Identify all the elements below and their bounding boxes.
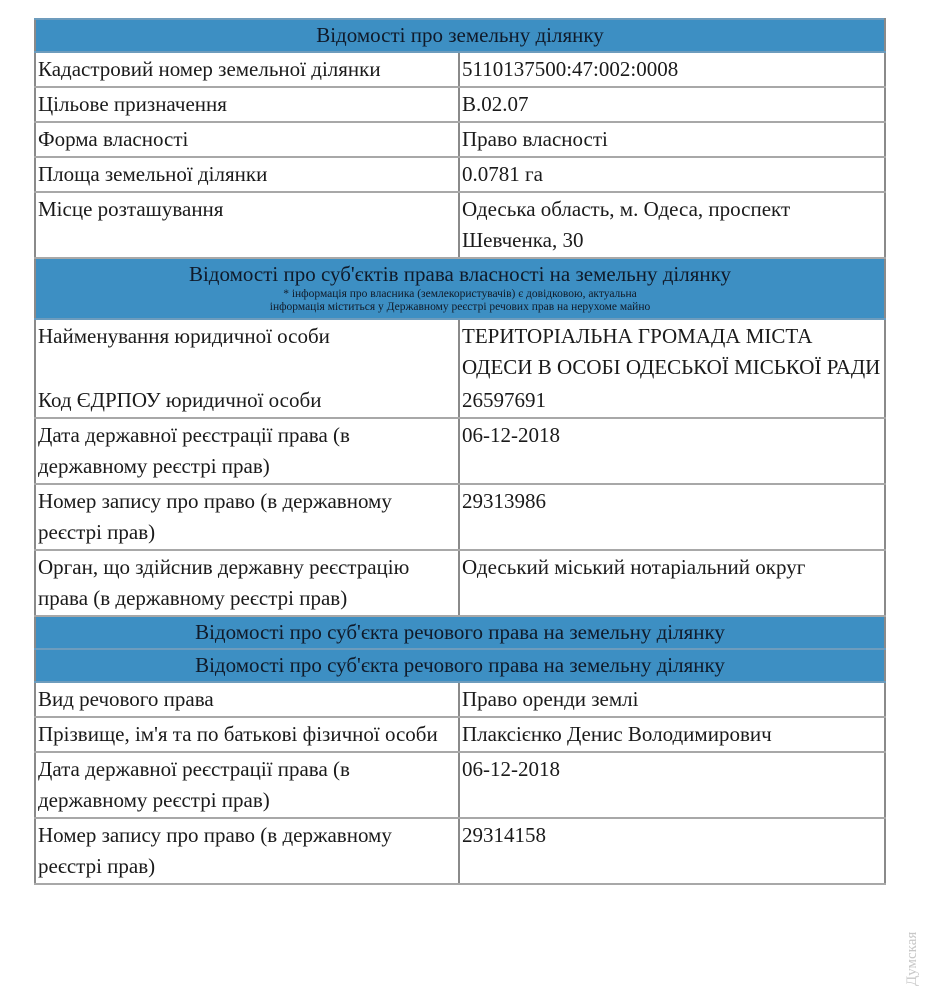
row-label: Площа земельної ділянки bbox=[35, 157, 459, 192]
table-row bbox=[35, 717, 885, 752]
table-row bbox=[35, 157, 885, 192]
row-value: 26597691 bbox=[459, 384, 885, 418]
section-title: Відомості про земельну ділянку bbox=[35, 19, 885, 52]
row-value: Право оренди землі bbox=[459, 682, 885, 717]
section-header-rights-subject bbox=[35, 616, 885, 649]
row-value: 06-12-2018 bbox=[459, 752, 885, 818]
row-value: 5110137500:47:002:0008 bbox=[459, 52, 885, 87]
table-row bbox=[35, 122, 885, 157]
row-value: ТЕРИТОРІАЛЬНА ГРОМАДА МІСТА ОДЕСИ В ОСОБІ ОДЕСЬКОЇ МІСЬКОЇ РАДИ bbox=[459, 319, 885, 384]
row-label: Форма власності bbox=[35, 122, 459, 157]
row-label: Прізвище, ім'я та по батькові фізичної особи bbox=[35, 717, 459, 752]
table-row bbox=[35, 384, 885, 418]
section-subheader-rights-subject bbox=[35, 649, 885, 682]
table-row bbox=[35, 682, 885, 717]
row-label: Дата державної реєстрації права (в державному реєстрі прав) bbox=[35, 418, 459, 484]
row-label: Код ЄДРПОУ юридичної особи bbox=[35, 384, 459, 418]
section-title: Відомості про суб'єктів права власності на земельну ділянку bbox=[188, 262, 732, 286]
land-registry-info bbox=[34, 18, 884, 885]
row-value: 29313986 bbox=[459, 484, 885, 550]
row-label: Орган, що здійснив державну реєстрацію права (в державному реєстрі прав) bbox=[35, 550, 459, 616]
table-row bbox=[35, 52, 885, 87]
table-row bbox=[35, 550, 885, 616]
row-value: Одеська область, м. Одеса, проспект Шевченка, 30 bbox=[459, 192, 885, 258]
row-value: B.02.07 bbox=[459, 87, 885, 122]
table-row bbox=[35, 319, 885, 384]
table-row bbox=[35, 192, 885, 258]
row-value: Право власності bbox=[459, 122, 885, 157]
row-label: Місце розташування bbox=[35, 192, 459, 258]
row-value: 06-12-2018 bbox=[459, 418, 885, 484]
table-row bbox=[35, 87, 885, 122]
row-label: Номер запису про право (в державному реєстрі прав) bbox=[35, 818, 459, 884]
row-label: Найменування юридичної особи bbox=[35, 319, 459, 384]
row-label: Вид речового права bbox=[35, 682, 459, 717]
watermark: Думская bbox=[904, 931, 920, 986]
section-header-owners bbox=[35, 258, 885, 319]
row-value: Одеський міський нотаріальний округ bbox=[459, 550, 885, 616]
table-row bbox=[35, 484, 885, 550]
section-header-land-plot bbox=[35, 19, 885, 52]
section-subtitle: Відомості про суб'єкта речового права на земельну ділянку bbox=[35, 649, 885, 682]
table-row bbox=[35, 818, 885, 884]
land-info-table bbox=[34, 18, 886, 885]
section-note-line1: * інформація про власника (землекористувачів) є довідковою, актуальна bbox=[283, 288, 637, 300]
row-label: Дата державної реєстрації права (в державному реєстрі прав) bbox=[35, 752, 459, 818]
table-row bbox=[35, 418, 885, 484]
row-value: 29314158 bbox=[459, 818, 885, 884]
row-value: Плаксієнко Денис Володимирович bbox=[459, 717, 885, 752]
row-value: 0.0781 га bbox=[459, 157, 885, 192]
row-label: Номер запису про право (в державному реєстрі прав) bbox=[35, 484, 459, 550]
section-title: Відомості про суб'єкта речового права на земельну ділянку bbox=[35, 616, 885, 649]
row-label: Цільове призначення bbox=[35, 87, 459, 122]
table-row bbox=[35, 752, 885, 818]
section-note-line2: інформація міститься у Державному реєстрі речових прав на нерухоме майно bbox=[269, 301, 651, 313]
row-label: Кадастровий номер земельної ділянки bbox=[35, 52, 459, 87]
